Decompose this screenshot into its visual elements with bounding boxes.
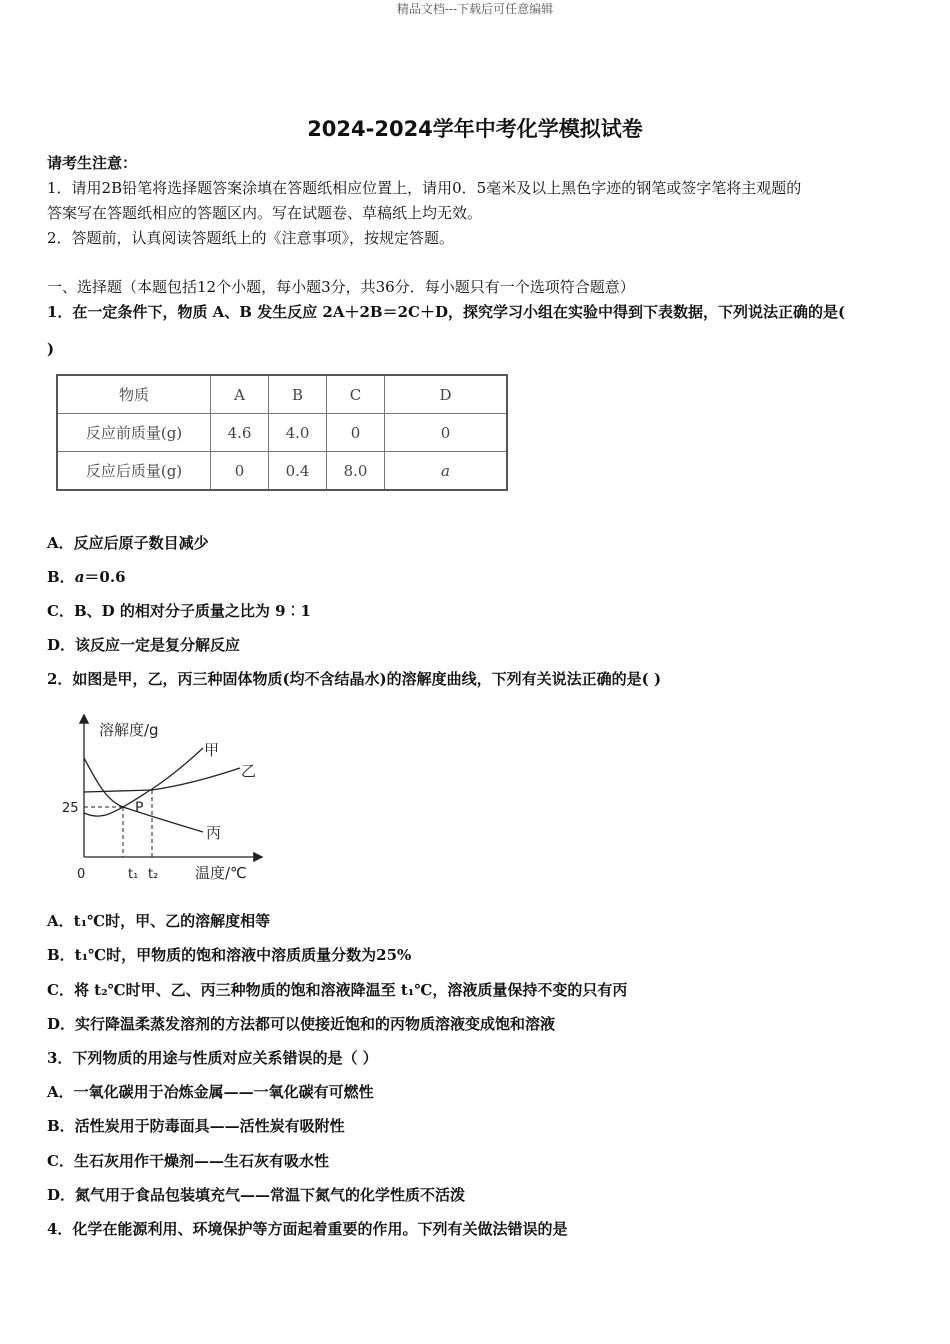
option-text: ＝0.6 (84, 568, 126, 586)
series-label-bing: 丙 (206, 824, 222, 842)
notice-item-1-line-2: 答案写在答题纸相应的答题区内。写在试题卷、草稿纸上均无效。 (47, 204, 483, 222)
q4-stem: 4．化学在能源利用、环境保护等方面起着重要的作用。下列有关做法错误的是 (47, 1220, 568, 1238)
q3-option-d: D．氮气用于食品包装填充气——常温下氮气的化学性质不活泼 (47, 1186, 466, 1204)
table-cell: 4.6 (211, 414, 269, 452)
table-cell: 0.4 (269, 452, 327, 491)
notice-heading: 请考生注意： (47, 154, 138, 172)
page-header: 精品文档---下载后可任意编辑 (396, 2, 554, 16)
table-cell: 4.0 (269, 414, 327, 452)
t2-label: t₂ (148, 867, 159, 882)
option-label: B． (47, 568, 75, 586)
q1-data-table (56, 374, 508, 491)
x-axis-label: 温度/℃ (195, 864, 247, 882)
y-tick-25: 25 (62, 801, 79, 816)
table-cell: 0 (211, 452, 269, 491)
table-cell: 反应前质量(g) (57, 414, 211, 452)
t1-label: t₁ (128, 867, 139, 882)
series-label-yi: 乙 (241, 762, 257, 780)
q1-option-b (47, 566, 126, 587)
solubility-graph (55, 708, 285, 893)
curve-jia (84, 748, 203, 816)
notice-item-1-line-1: 1．请用2B铅笔将选择题答案涂填在答题纸相应位置上，请用0．5毫米及以上黑色字迹的钢笔或签字笔将主观题的 (47, 179, 802, 197)
table-cell: C (327, 375, 385, 414)
q2-option-c: C．将 t₂℃时甲、乙、丙三种物质的饱和溶液降温至 t₁℃，溶液质量保持不变的只有丙 (47, 981, 628, 999)
option-variable: a (74, 568, 85, 586)
table-cell: 8.0 (327, 452, 385, 491)
table-header-row (57, 375, 507, 414)
intersection-label: P (135, 800, 144, 816)
q3-option-b: B．活性炭用于防毒面具——活性炭有吸附性 (47, 1117, 345, 1135)
q1-stem-line-1: 1．在一定条件下，物质 A、B 发生反应 2A＋2B＝2C＋D，探究学习小组在实验中得到下表数据，下列说法正确的是( (47, 303, 846, 321)
q3-stem: 3．下列物质的用途与性质对应关系错误的是（ ） (47, 1049, 378, 1067)
section-heading: 一、选择题（本题包括12个小题，每小题3分，共36分．每小题只有一个选项符合题意） (47, 278, 635, 296)
q1-option-d: D．该反应一定是复分解反应 (47, 636, 241, 654)
curve-yi-flat (84, 790, 152, 792)
table-cell: 0 (327, 414, 385, 452)
q3-option-c: C．生石灰用作干燥剂——生石灰有吸水性 (47, 1152, 329, 1170)
table-cell: a (385, 452, 508, 491)
q1-stem-line-2: ) (47, 340, 55, 358)
q1-option-a: A．反应后原子数目减少 (47, 534, 209, 552)
q3-option-a: A．一氧化碳用于冶炼金属——一氧化碳有可燃性 (47, 1083, 374, 1101)
y-axis-label: 溶解度/g (99, 721, 159, 739)
q2-option-b: B．t₁℃时，甲物质的饱和溶液中溶质质量分数为25% (47, 946, 412, 964)
origin-label: 0 (77, 867, 86, 882)
series-label-jia: 甲 (204, 741, 220, 759)
q2-stem: 2．如图是甲，乙，丙三种固体物质(均不含结晶水)的溶解度曲线，下列有关说法正确的是( ) (47, 670, 662, 688)
q1-option-c: C．B、D 的相对分子质量之比为 9︰1 (47, 602, 311, 620)
table-cell: 物质 (57, 375, 211, 414)
page-title: 2024-2024学年中考化学模拟试卷 (307, 117, 643, 141)
table-cell: 0 (385, 414, 508, 452)
notice-item-2: 2．答题前，认真阅读答题纸上的《注意事项》，按规定答题。 (47, 229, 455, 247)
table-row (57, 452, 507, 491)
q2-option-a: A．t₁℃时，甲、乙的溶解度相等 (47, 912, 271, 930)
q2-option-d: D．实行降温柔蒸发溶剂的方法都可以使接近饱和的丙物质溶液变成饱和溶液 (47, 1015, 556, 1033)
table-cell: B (269, 375, 327, 414)
table-cell: D (385, 375, 508, 414)
table-row (57, 414, 507, 452)
table-cell: 反应后质量(g) (57, 452, 211, 491)
table-cell: A (211, 375, 269, 414)
